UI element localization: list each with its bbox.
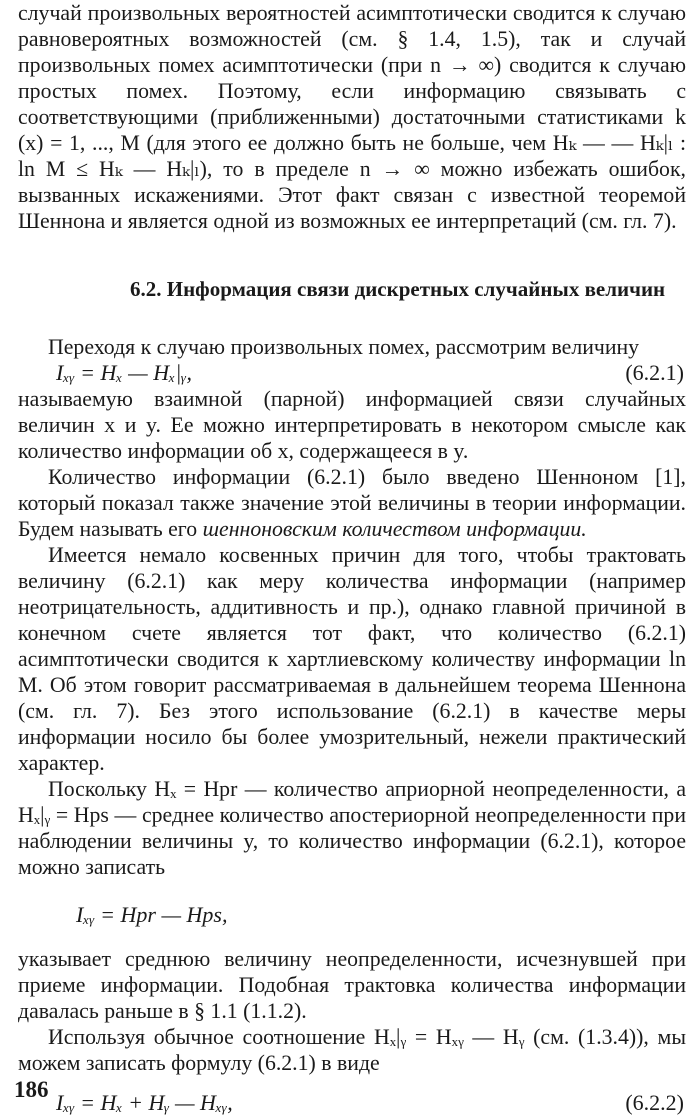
equation-6-2-2-number: (6.2.2)	[625, 1090, 684, 1115]
equation-6-2-2-body: Iₓᵧ = Hₓ + Hᵧ — Hₓᵧ,	[56, 1090, 233, 1115]
equation-6-2-2	[18, 1090, 686, 1116]
page-number: 186	[14, 1077, 49, 1102]
paragraph-6: указывает среднюю величину неопределенности, исчезнувшей при приеме информации. Подобная трактовка количества информации давалась раньше в § 1.1 (1.1.2).	[18, 947, 686, 1023]
paragraph-7: Используя обычное соотношение Hₓ|ᵧ = Hₓᵧ — Hᵧ (см. (1.3.4)), мы можем записать формулу (6.2.1) в виде	[18, 1025, 686, 1075]
equation-unnumbered: Iₓᵧ = Hpr — Hps,	[76, 902, 228, 927]
paragraph-5: Поскольку Hₓ = Hpr — количество априорной неопределенности, а Hₓ|ᵧ = Hps — среднее количество апостериорной неопределенности при наблюдении величины y, то количество информации (6.2.1), которое можно записать	[18, 777, 686, 879]
paragraph-3-text: Количество информации (6.2.1) было введено Шенноном [1], который показал также значение этой величины в теории информации. Будем называть его	[18, 465, 686, 541]
paragraph-3-term: шенноновским количеством информации.	[202, 517, 587, 541]
equation-6-2-1	[18, 360, 686, 386]
paragraph-2: называемую взаимной (парной) информацией связи случайных величин x и y. Ее можно интерпретировать в некотором смысле как количество информации об x, содержащееся в y.	[18, 387, 686, 463]
equation-6-2-1-number: (6.2.1)	[625, 360, 684, 385]
equation-6-2-1-body: Iₓᵧ = Hₓ — Hₓ|ᵧ,	[56, 360, 192, 385]
paragraph-3	[18, 464, 686, 542]
section-title: 6.2. Информация связи дискретных случайных величин	[130, 277, 666, 301]
paragraph-top: случай произвольных вероятностей асимптотически сводится к случаю равновероятных возможностей (см. § 1.4, 1.5), так и случай произвольных помех асимптотически (при n → ∞) сводится к случаю простых помех. Поэтому, если информацию связывать с соответствующими (приближенными) достаточными статистиками k (x) = 1, ..., M (для этого ее должно быть не больше, чем Hₖ — — Hₖ|ₗ : ln M ≤ Hₖ — Hₖ|ₗ), то в пределе n → ∞ можно избежать ошибок, вызванных искажениями. Этот факт связан с известной теоремой Шеннона и является одной из возможных ее интерпретаций (см. гл. 7).	[18, 1, 686, 233]
paragraph-4: Имеется немало косвенных причин для того, чтобы трактовать величину (6.2.1) как меру количества информации (например неотрицательность, аддитивность и пр.), однако главной причиной в конечном счете является тот факт, что количество (6.2.1) асимптотически сводится к хартлиевскому количеству информации ln M. Об этом говорит рассматриваемая в дальнейшем теорема Шеннона (см. гл. 7). Без этого использование (6.2.1) в качестве меры информации носило бы более умозрительный, нежели практический характер.	[18, 543, 686, 775]
paragraph-1: Переходя к случаю произвольных помех, рассмотрим величину	[48, 335, 640, 359]
